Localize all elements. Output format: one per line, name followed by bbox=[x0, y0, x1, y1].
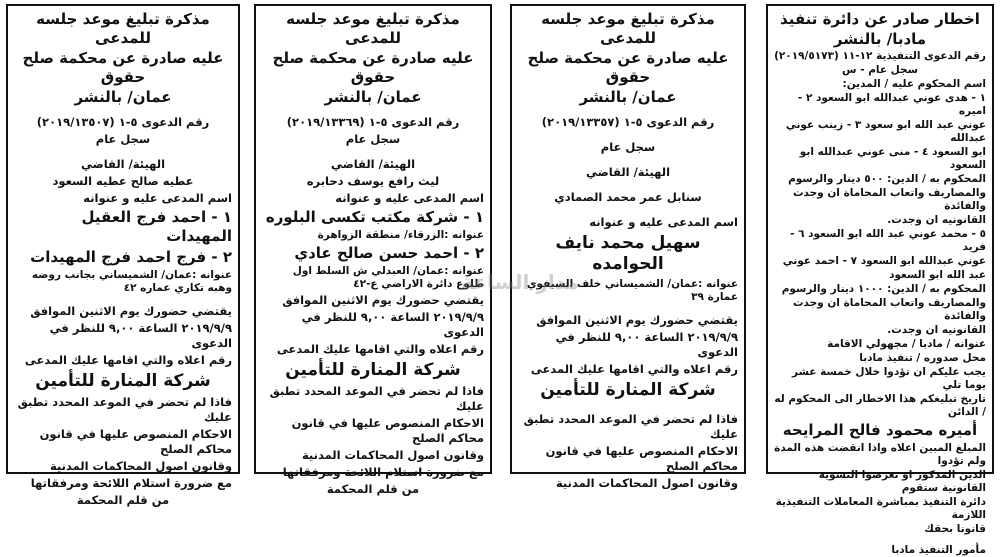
warning-line: من قلم المحكمة bbox=[76, 493, 170, 507]
warning-line: فاذا لم تحضر في الموعد المحدد تطبق عليك bbox=[269, 384, 484, 413]
debtor-label: اسم المحكوم عليه / المدين: bbox=[842, 78, 986, 90]
defendant-address: عنوانه :عمان/ الشميساني بجانب روضه وهبه تكاري عماره ٤٢ bbox=[31, 269, 232, 294]
notice-title: عليه صادرة عن محكمة صلح حقوق bbox=[272, 49, 474, 86]
warning-line: من قلم المحكمة bbox=[326, 482, 420, 496]
notice-line: عوني عبد الله ابو سعود ٣ - زينب عوني عبدالله bbox=[785, 119, 986, 144]
notice-line: تاريخ تبليغكم هذا الاخطار الى المحكوم له / الدائن bbox=[774, 393, 986, 418]
defendant-address: عنوانه :الزرقاء/ منطقة الزواهرة bbox=[317, 229, 484, 241]
judge-name: ليث رافع يوسف دحابره bbox=[306, 174, 440, 188]
watermark-logo: مدار الساعة bbox=[461, 270, 579, 294]
notice-line: ١ - هدى عوني عبدالله ابو السعود ٢ - اميره bbox=[797, 92, 986, 117]
case-number: رقم الدعوى التنفيذية ١٢-١١ (٢٠١٩/٥١٧٣) bbox=[774, 50, 986, 62]
case-number: رقم الدعوى ٥-١ (٢٠١٩/١٣٥٠٧) bbox=[36, 115, 210, 129]
attendance-line: يقتضي حضورك يوم الاثنين الموافق bbox=[536, 313, 738, 327]
notice-title: اخطار صادر عن دائرة تنفيذ bbox=[780, 10, 980, 28]
plaintiff-name: شركة المنارة للتأمين bbox=[540, 380, 716, 400]
warning-line: الاحكام المنصوص عليها في قانون محاكم الصلح bbox=[291, 416, 484, 445]
notice-line: ابو السعود ٤ - منى عوني عبدالله ابو السعود bbox=[799, 146, 986, 171]
warning-line: وقانون اصول المحاكمات المدنية bbox=[301, 448, 484, 462]
notice-title: عمان/ بالنشر bbox=[74, 88, 172, 106]
attendance-line: يقتضي حضورك يوم الاثنين الموافق bbox=[282, 293, 484, 307]
creditor-name: أميره محمود فالح المرايحه bbox=[782, 421, 978, 439]
notice-line: الدين المذكور او تعرضوا التسوية القانونية ستقوم bbox=[818, 469, 986, 494]
notice-title: مذكرة تبليغ موعد جلسه للمدعى bbox=[541, 10, 715, 47]
notice-line: القانونيه ان وجدت. bbox=[887, 214, 986, 226]
notice-line: والمصاريف واتعاب المحاماة ان وجدت والفائدة bbox=[792, 297, 986, 322]
court-notice-3 bbox=[510, 4, 746, 490]
notice-line: قانونا بحقك bbox=[924, 523, 986, 535]
attendance-line: ٢٠١٩/٩/٩ الساعة ٩,٠٠ للنظر في الدعوى bbox=[301, 310, 484, 339]
notice-line: المحكوم به / الدين: ٥٠٠ دينار والرسوم bbox=[788, 173, 986, 185]
defendant-address: عنوانه :عمان/ الشميساني خلف السيفوي عمارة ٣٩ bbox=[526, 278, 738, 303]
defendant-label: اسم المدعى عليه و عنوانه bbox=[83, 191, 232, 205]
plaintiff-label: رقم اعلاه والتي اقامها عليك المدعى bbox=[530, 362, 738, 376]
plaintiff-name: شركة المنارة للتأمين bbox=[35, 371, 211, 391]
notice-line: عبد الله ابو السعود bbox=[889, 269, 986, 281]
attendance-line: ٢٠١٩/٩/٩ الساعة ٩,٠٠ للنظر في الدعوى bbox=[49, 321, 232, 350]
notice-line: يجب عليكم ان تؤدوا خلال خمسة عشر يوما تلي bbox=[792, 366, 986, 391]
defendant-name: ١ - احمد فرج العقيل المهيدات bbox=[81, 208, 232, 245]
warning-line: وقانون اصول المحاكمات المدنية bbox=[555, 476, 738, 490]
notice-title: عليه صادرة عن محكمة صلح حقوق bbox=[527, 49, 729, 86]
court-notice-1 bbox=[6, 4, 240, 507]
warning-line: مع ضرورة استلام اللائحة ومرفقاتها bbox=[30, 476, 232, 490]
notice-line: ٥ - محمد عوني عبد الله ابو السعود ٦ - فريد bbox=[790, 228, 986, 253]
notice-title: عمان/ بالنشر bbox=[324, 88, 422, 106]
notice-title: عليه صادرة عن محكمة صلح حقوق bbox=[22, 49, 224, 86]
judge-name: عطيه صالح عطيه السعود bbox=[52, 174, 194, 188]
defendant-name: ٢ - فرج احمد فرج المهيدات bbox=[30, 248, 232, 266]
warning-line: فاذا لم تحضر في الموعد المحدد تطبق عليك bbox=[17, 395, 232, 424]
plaintiff-label: رقم اعلاه والتي اقامها عليك المدعى bbox=[276, 342, 484, 356]
warning-line: الاحكام المنصوص عليها في قانون محاكم الصلح bbox=[39, 427, 232, 456]
plaintiff-label: رقم اعلاه والتي اقامها عليك المدعى bbox=[24, 353, 232, 367]
attendance-line: ٢٠١٩/٩/٩ الساعة ٩,٠٠ للنظر في الدعوى bbox=[555, 330, 738, 359]
notice-line: القانونيه ان وجدت. bbox=[887, 324, 986, 336]
plaintiff-name: شركة المنارة للتأمين bbox=[285, 360, 461, 380]
notice-line: المحكوم به / الدين: ١٠٠٠ دينار والرسوم bbox=[781, 283, 986, 295]
notice-line: عنوانه / مادبا / مجهولي الاقامة bbox=[827, 338, 986, 350]
attendance-line: يقتضي حضورك يوم الاثنين الموافق bbox=[30, 304, 232, 318]
execution-notice bbox=[766, 4, 994, 556]
notice-line: المبلغ المبين اعلاه واذا انقضت هذه المدة ولم تؤدوا bbox=[774, 442, 986, 467]
warning-line: وقانون اصول المحاكمات المدنية bbox=[49, 459, 232, 473]
registry: سجل عام - س bbox=[842, 64, 918, 76]
defendant-address: عنوانه :عمان/ العبدلي ش السلط اول طلوع دائرة الاراضي ع-٤٢ bbox=[292, 265, 484, 290]
defendant-name: ٢ - احمد حسن صالح عادي bbox=[294, 244, 484, 262]
notice-line: عوني عبدالله ابو السعود ٧ - احمد عوني bbox=[782, 255, 986, 267]
warning-line: الاحكام المنصوص عليها في قانون محاكم الصلح bbox=[545, 444, 738, 473]
defendant-label: اسم المدعى عليه و عنوانه bbox=[589, 215, 738, 229]
notice-title: مذكرة تبليغ موعد جلسه للمدعى bbox=[36, 10, 210, 47]
signature: مأمور التنفيذ مادبا bbox=[891, 544, 986, 556]
bench-label: الهيئة/ القاضي bbox=[330, 157, 416, 171]
defendant-label: اسم المدعى عليه و عنوانه bbox=[335, 191, 484, 205]
defendant-name: ١ - شركة مكتب تكسى البلوره bbox=[265, 208, 484, 226]
registry: سجل عام bbox=[600, 140, 656, 154]
notice-title: مادبا/ بالنشر bbox=[833, 30, 927, 48]
warning-line: مع ضرورة استلام اللائحة ومرفقاتها bbox=[282, 465, 484, 479]
notice-line: محل صدوره / تنفيذ مادبا bbox=[859, 352, 986, 364]
judge-name: سنابل عمر محمد الصمادي bbox=[554, 190, 702, 204]
warning-line: فاذا لم تحضر في الموعد المحدد تطبق عليك bbox=[523, 412, 738, 441]
notice-line: والمصاريف واتعاب المحاماة ان وجدت والفائدة bbox=[792, 187, 986, 212]
bench-label: الهيئة/ القاضي bbox=[80, 157, 166, 171]
notice-line: دائرة التنفيذ بمباشرة المعاملات التنفيذية اللازمة bbox=[775, 496, 986, 521]
notice-title: مذكرة تبليغ موعد جلسه للمدعى bbox=[286, 10, 460, 47]
registry: سجل عام bbox=[95, 132, 151, 146]
case-number: رقم الدعوى ٥-١ (٢٠١٩/١٣٣٥٧) bbox=[541, 115, 715, 129]
court-notice-2 bbox=[254, 4, 492, 496]
bench-label: الهيئة/ القاضي bbox=[585, 165, 671, 179]
case-number: رقم الدعوى ٥-١ (٢٠١٩/١٣٣٦٩) bbox=[286, 115, 460, 129]
notice-title: عمان/ بالنشر bbox=[579, 88, 677, 106]
registry: سجل عام bbox=[345, 132, 401, 146]
defendant-name: سهيل محمد نايف الحوامده bbox=[555, 233, 701, 274]
